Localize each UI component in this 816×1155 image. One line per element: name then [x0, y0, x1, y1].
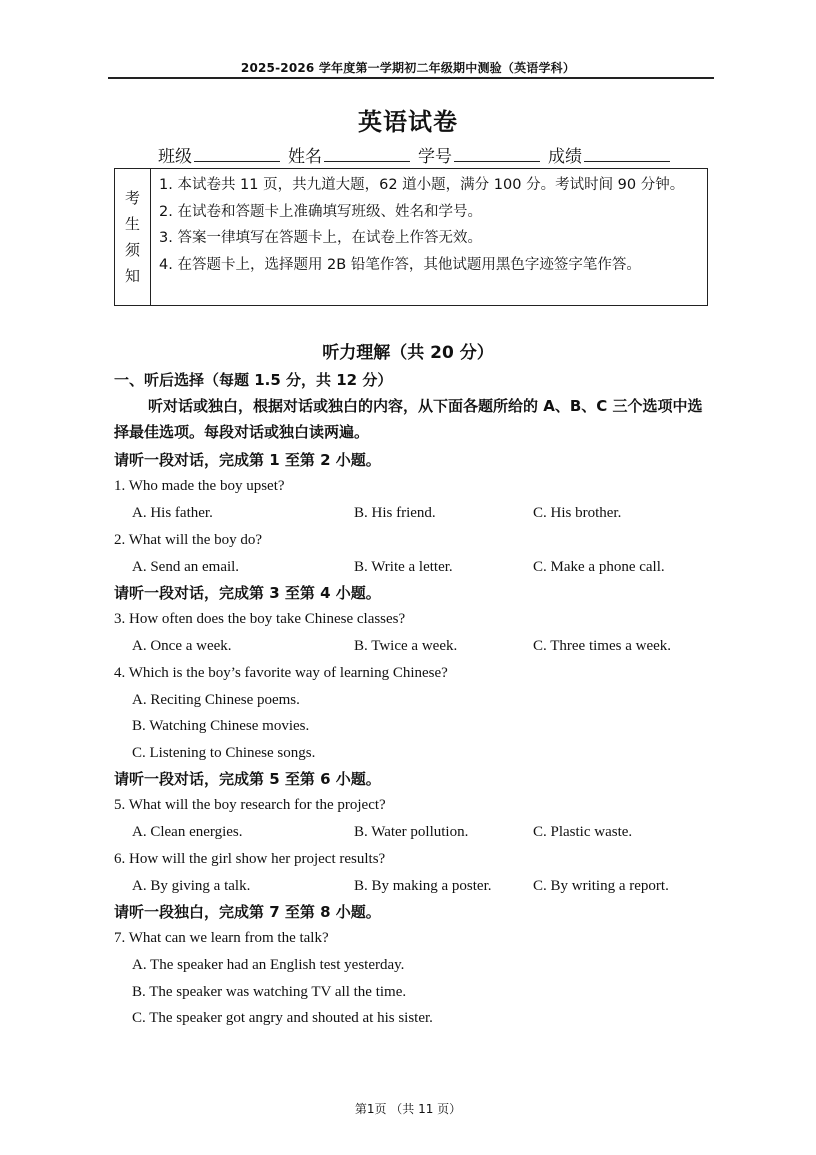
running-header: 2025-2026 学年度第一学期初二年级期中测验（英语学科） — [240, 61, 576, 75]
class-label: 班级 — [158, 147, 192, 167]
option-c: C. Three times a week. — [533, 638, 672, 654]
option-c: C. Listening to Chinese songs. — [132, 744, 316, 761]
notice-item: 3. 答案一律填写在答题卡上，在试卷上作答无效。 — [159, 230, 482, 246]
question-stem: 7. What can we learn from the talk? — [114, 930, 329, 946]
option-b: B. His friend. — [354, 505, 436, 521]
option-a: A. Reciting Chinese poems. — [132, 691, 300, 708]
question-stem: 1. Who made the boy upset? — [114, 478, 285, 494]
option-c: C. His brother. — [533, 505, 622, 521]
score-blank — [584, 147, 670, 162]
notice-label-char: 考 — [124, 189, 140, 207]
option-c: C. Plastic waste. — [533, 824, 633, 840]
option-a: A. His father. — [132, 505, 213, 521]
notice-label — [115, 169, 151, 305]
student-id-field — [418, 142, 540, 167]
page-footer: 第1页 （共 11 页） — [354, 1102, 462, 1116]
class-blank — [194, 147, 280, 162]
notice-items — [151, 169, 707, 305]
notice-label-char: 生 — [124, 215, 140, 233]
question-stem: 5. What will the boy research for the project? — [114, 797, 386, 813]
paper-title: 英语试卷 — [358, 108, 458, 136]
options-row — [114, 819, 714, 846]
options-row — [114, 873, 714, 900]
question-stem: 6. How will the girl show her project results? — [114, 850, 386, 867]
group-heading: 请听一段对话，完成第 1 至第 2 小题。 — [114, 451, 381, 469]
group-heading: 请听一段对话，完成第 5 至第 6 小题。 — [114, 770, 381, 788]
option-c: C. By writing a report. — [533, 877, 669, 894]
name-label: 姓名 — [288, 147, 322, 167]
group-heading: 请听一段独白，完成第 7 至第 8 小题。 — [114, 903, 381, 921]
name-blank — [324, 147, 410, 162]
option-c: C. The speaker got angry and shouted at his sister. — [132, 1010, 433, 1026]
notice-label-char: 知 — [124, 267, 140, 285]
question-stem: 4. Which is the boy’s favorite way of learning Chinese? — [114, 664, 448, 681]
option-b: B. Watching Chinese movies. — [132, 718, 310, 734]
option-b: B. Write a letter. — [354, 558, 453, 575]
notice-item: 1. 本试卷共 11 页，共九道大题，62 道小题，满分 100 分。考试时间 90 分钟。 — [159, 177, 685, 193]
part-title: 一、听后选择（每题 1.5 分，共 12 分） — [114, 371, 393, 389]
option-b: B. Water pollution. — [354, 824, 469, 840]
instruction: 听对话或独白，根据对话或独白的内容，从下面各题所给的 A、B、C 三个选项中选择最佳选项。每段对话或独白读两遍。 — [114, 397, 703, 441]
option-a: A. The speaker had an English test yesterday. — [132, 957, 405, 973]
option-a: A. By giving a talk. — [132, 877, 251, 894]
class-field — [158, 142, 280, 167]
score-label: 成绩 — [548, 147, 582, 167]
exam-notice-box — [114, 168, 708, 306]
notice-label-char: 须 — [124, 241, 140, 259]
options-row — [114, 633, 714, 660]
option-a: A. Once a week. — [132, 638, 232, 654]
student-id-blank — [454, 147, 540, 162]
score-field — [548, 142, 670, 167]
student-id-label: 学号 — [418, 147, 452, 167]
options-row — [114, 554, 714, 581]
option-a: A. Send an email. — [132, 558, 240, 575]
student-info-line — [158, 142, 678, 167]
notice-item: 4. 在答题卡上，选择题用 2B 铅笔作答，其他试题用黑色字迹签字笔作答。 — [159, 256, 641, 273]
question-stem: 2. What will the boy do? — [114, 531, 263, 548]
group-heading: 请听一段对话，完成第 3 至第 4 小题。 — [114, 584, 381, 602]
name-field — [288, 142, 410, 167]
options-row — [114, 500, 714, 527]
option-b: B. By making a poster. — [354, 877, 492, 894]
question-stem: 3. How often does the boy take Chinese classes? — [114, 611, 406, 627]
option-c: C. Make a phone call. — [533, 558, 665, 575]
option-b: B. The speaker was watching TV all the time. — [132, 983, 407, 1000]
questions-area — [114, 368, 714, 1032]
option-b: B. Twice a week. — [354, 638, 458, 654]
notice-item: 2. 在试卷和答题卡上准确填写班级、姓名和学号。 — [159, 203, 482, 220]
section-title: 听力理解（共 20 分） — [322, 343, 494, 363]
option-a: A. Clean energies. — [132, 824, 243, 840]
header-rule — [108, 77, 714, 79]
